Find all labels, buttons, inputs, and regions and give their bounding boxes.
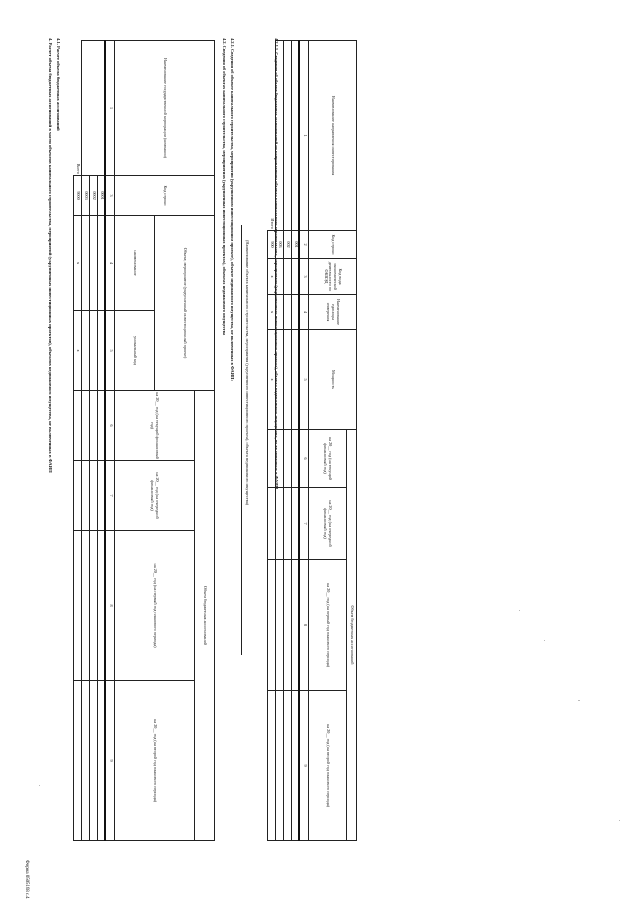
scan-speck [578, 700, 580, 701]
col-number: 5 [106, 311, 115, 391]
col-number: 2 [300, 231, 309, 259]
col-number: 7 [106, 461, 115, 531]
cell[interactable] [90, 216, 98, 311]
table-row [284, 41, 292, 841]
cell[interactable] [276, 259, 284, 295]
total-cell[interactable] [74, 681, 82, 841]
total-label: Итого [269, 218, 275, 229]
cell[interactable] [98, 391, 106, 461]
budget-calculation-table [73, 40, 215, 841]
col-object-group: Объект, мероприятие (укрупненный инвестиционный проект) [155, 216, 215, 391]
total-cell[interactable] [74, 391, 82, 461]
col-current-year: на 20__ год (на текущий финансовый год) [309, 430, 347, 488]
col-code: Код строки [309, 231, 357, 259]
cell[interactable] [292, 560, 300, 691]
col-number: 6 [106, 391, 115, 461]
total-cell[interactable] [268, 488, 276, 560]
col-number: 5 [300, 330, 309, 430]
cell[interactable] [90, 531, 98, 681]
col-volume-group: Объем бюджетных ассигнований [195, 391, 215, 841]
col-volume-group: Объем бюджетных ассигнований [347, 430, 357, 841]
direction-cell[interactable] [284, 41, 292, 231]
scan-speck [544, 640, 545, 641]
col-corporation-name: Наименование государственной корпорации (компании) [115, 41, 215, 176]
scan-speck [619, 820, 620, 821]
cell[interactable] [284, 488, 292, 560]
cell[interactable] [292, 430, 300, 488]
col-current-year: на 20__ год (на текущий финансовый год) [115, 391, 195, 461]
col-number: 3 [300, 259, 309, 295]
row-code: 001 [292, 231, 300, 259]
table-row [276, 41, 284, 841]
cell[interactable] [98, 311, 106, 391]
cell[interactable] [292, 259, 300, 295]
section-4-2-title: 4.2. Сведения об объектах капитального строительства, мероприятиях (укрупненных инвестиционных проектах), объектах недвижимого имущества [222, 38, 227, 336]
total-cell[interactable] [74, 461, 82, 531]
cell[interactable] [292, 295, 300, 330]
col-object-name: наименование [115, 216, 155, 311]
form-code: Форма 0505168 с.4 [24, 860, 29, 899]
total-row [268, 41, 276, 841]
cell[interactable] [276, 330, 284, 430]
total-x: x [74, 216, 82, 311]
cell[interactable] [276, 560, 284, 691]
cell[interactable] [98, 216, 106, 311]
table-row [292, 41, 300, 841]
cell[interactable] [276, 691, 284, 841]
cell[interactable] [284, 691, 292, 841]
col-unique-code: уникальный код [115, 311, 155, 391]
col-number: 1 [106, 41, 115, 176]
cell[interactable] [276, 488, 284, 560]
investment-directions-table [267, 40, 357, 841]
cell[interactable] [90, 311, 98, 391]
col-number: 6 [300, 430, 309, 488]
object-caption: (Наименование объекта капитального строительства, мероприятия (укрупненного инвестиционного проекта), объекта недвижимого имущества) [245, 240, 250, 506]
cell[interactable] [82, 531, 90, 681]
section-4-2-1-1-title: 4.2.1.1. Сведения об объеме бюджетных ассигнований по направлениям объекта капитального строительства, мероприятия (укрупненного инвестиционного проекта), объекта недвижимого имущества, не включенных в ФАИП [274, 38, 279, 490]
direction-cell[interactable] [292, 41, 300, 231]
col-number: 1 [300, 41, 309, 231]
col-code: Код строки [115, 176, 215, 216]
cell[interactable] [98, 461, 106, 531]
total-code: 900 [268, 231, 276, 259]
cell[interactable] [284, 330, 292, 430]
cell[interactable] [98, 681, 106, 841]
col-number: 8 [106, 531, 115, 681]
section-4-1-title: 4.1. Расчет объема бюджетных ассигнований [56, 38, 61, 131]
cell[interactable] [90, 461, 98, 531]
cell[interactable] [284, 430, 292, 488]
col-plan2-year: на 20__ год (на второй год планового периода) [309, 691, 347, 841]
col-next-year: на 20__ год (на очередной финансовый год) [309, 488, 347, 560]
row-code: 002 [284, 231, 292, 259]
cell[interactable] [284, 295, 292, 330]
total-x: x [268, 330, 276, 430]
cell[interactable] [292, 330, 300, 430]
total-cell[interactable] [268, 691, 276, 841]
cell[interactable] [276, 430, 284, 488]
col-unit: Наименование единицы измерения [309, 295, 357, 330]
row-code: 0003 [82, 176, 90, 216]
col-number: 9 [300, 691, 309, 841]
cell[interactable] [82, 681, 90, 841]
section-4-title: 4. Расчет объема бюджетных ассигнований в части объектов капитального строительства, мероприятий (укрупненных инвестиционных проектов), объектов недвижимого имущества, не включенных в ФАИП [48, 38, 53, 473]
cell[interactable] [82, 461, 90, 531]
total-cell[interactable] [268, 430, 276, 488]
cell[interactable] [276, 295, 284, 330]
corporation-cell[interactable] [82, 41, 106, 176]
cell[interactable] [82, 216, 90, 311]
scan-speck [39, 785, 40, 786]
total-x: x [268, 259, 276, 295]
cell[interactable] [82, 391, 90, 461]
total-x: x [268, 295, 276, 330]
row-code: 0001 [98, 176, 106, 216]
col-plan1-year: на 20__ год (на первый год планового периода) [309, 560, 347, 691]
row-code: 0002 [90, 176, 98, 216]
scan-speck [519, 610, 520, 611]
col-number: 4 [106, 216, 115, 311]
total-cell[interactable] [74, 531, 82, 681]
col-direction: Наименование направления инвестирования [309, 41, 357, 231]
direction-cell[interactable] [276, 41, 284, 231]
cell[interactable] [292, 691, 300, 841]
col-next-year: на 20__ год (на очередной финансовый год) [115, 461, 195, 531]
col-number: 9 [106, 681, 115, 841]
table-row [98, 41, 106, 841]
cell[interactable] [98, 531, 106, 681]
total-cell[interactable] [268, 560, 276, 691]
col-number: 3 [106, 176, 115, 216]
total-code: 9000 [74, 176, 82, 216]
row-code: 003 [276, 231, 284, 259]
col-okved: Код вида экономической деятельности по ОКВЭД [309, 259, 357, 295]
cell[interactable] [292, 488, 300, 560]
cell[interactable] [90, 391, 98, 461]
col-plan1-year: на 20__ год (на первый год планового периода) [115, 531, 195, 681]
col-capacity: Мощность [309, 330, 357, 430]
cell[interactable] [284, 560, 292, 691]
col-number: 8 [300, 560, 309, 691]
total-x: x [74, 311, 82, 391]
total-label: Всего [75, 163, 81, 174]
col-number: 4 [300, 295, 309, 330]
cell[interactable] [82, 311, 90, 391]
total-row [74, 41, 82, 841]
object-name-line [241, 225, 242, 655]
section-4-2-1-title: 4.2.1. Сведения об объекте капитального строительства, мероприятии (укрупненном инвестиционном проекте), объекте недвижимого имущества, не включенных в ФАИП: [230, 38, 235, 381]
col-plan2-year: на 20__ год (на второй год планового периода) [115, 681, 195, 841]
cell[interactable] [284, 259, 292, 295]
col-number: 7 [300, 488, 309, 560]
cell[interactable] [90, 681, 98, 841]
